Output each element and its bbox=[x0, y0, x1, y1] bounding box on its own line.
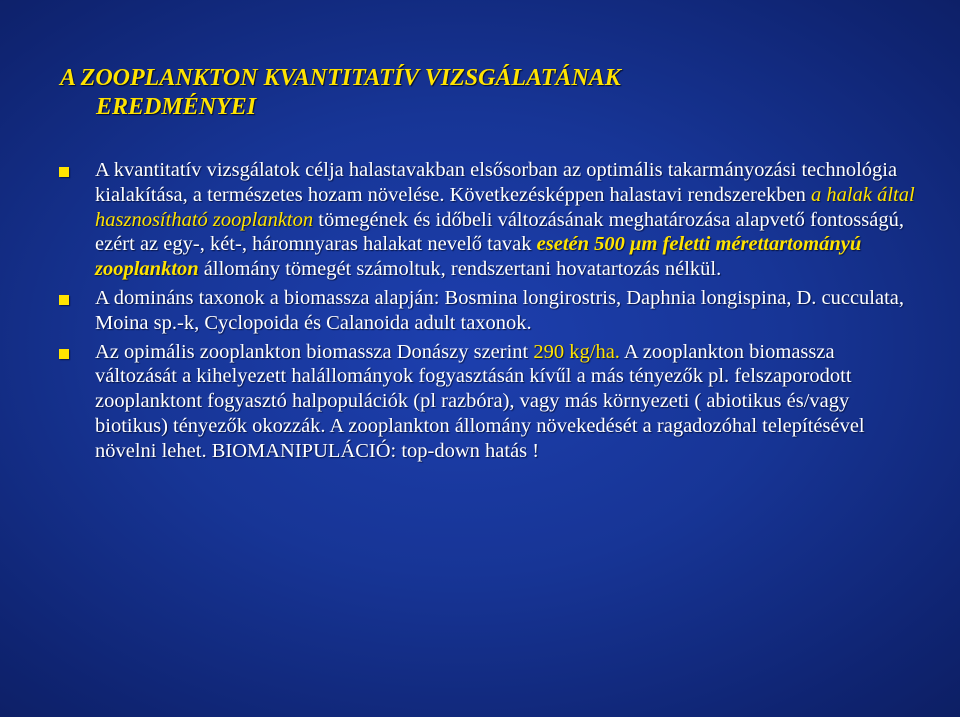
bullet-3-highlight: 290 kg/ha. bbox=[533, 340, 620, 363]
square-bullet-icon bbox=[59, 167, 69, 177]
bullet-3-text: Az opimális zooplankton biomassza Donászy szerint bbox=[95, 340, 534, 363]
bullet-3-text-b: A zooplankton biomassza változását a kihelyezett halállományok fogyasztásán kívűl a más tényezők pl. felszaporodott zooplanktont fogyasztó halpopulációk (pl razbóra), vagy más környezeti ( abiotikus és/vagy biotikus) tényezők okozzák. A zooplankton állomány növekedését a ragadozóhal telepítésével növelni lehet. BIOMANIPULÁCIÓ: top-down hatás ! bbox=[95, 340, 865, 462]
square-bullet-icon bbox=[59, 349, 69, 359]
bullet-1-text-c: állomány tömegét számoltuk, rendszertani hovatartozás nélkül. bbox=[198, 258, 722, 281]
bullet-1-highlight-b: esetén 500 μm feletti mérettartományú zooplankton bbox=[95, 233, 862, 281]
slide-title-line-2: EREDMÉNYEI bbox=[96, 94, 257, 120]
bullet-list bbox=[58, 158, 918, 468]
slide-title bbox=[60, 64, 920, 122]
slide-title-line-1: A ZOOPLANKTON KVANTITATÍV VIZSGÁLATÁNAK bbox=[60, 65, 621, 91]
bullet-2-text: A domináns taxonok a biomassza alapján: Bosmina longirostris, Daphnia longispina, D. cucculata, Moina sp.-k, Cyclopoida és Calanoida adult taxonok. bbox=[95, 286, 905, 334]
bullet-item-1 bbox=[58, 158, 918, 282]
bullet-1-text: A kvantitatív vizsgálatok célja halastavakban elsősorban az optimális takarmányozási technológia kialakítása, a természetes hozam növelése. Következésképpen halastavi rendszerekben bbox=[95, 159, 898, 206]
square-bullet-icon bbox=[59, 295, 69, 305]
bullet-item-3 bbox=[58, 340, 918, 464]
bullet-1-highlight-a: a halak által hasznosítható zooplankton bbox=[95, 183, 915, 231]
bullet-1-text-b: tömegének és időbeli változásának meghatározása alapvető fontosságú, ezért az egy-, két-, háromnyaras halakat nevelő tavak bbox=[95, 208, 904, 256]
bullet-item-2 bbox=[58, 286, 918, 336]
